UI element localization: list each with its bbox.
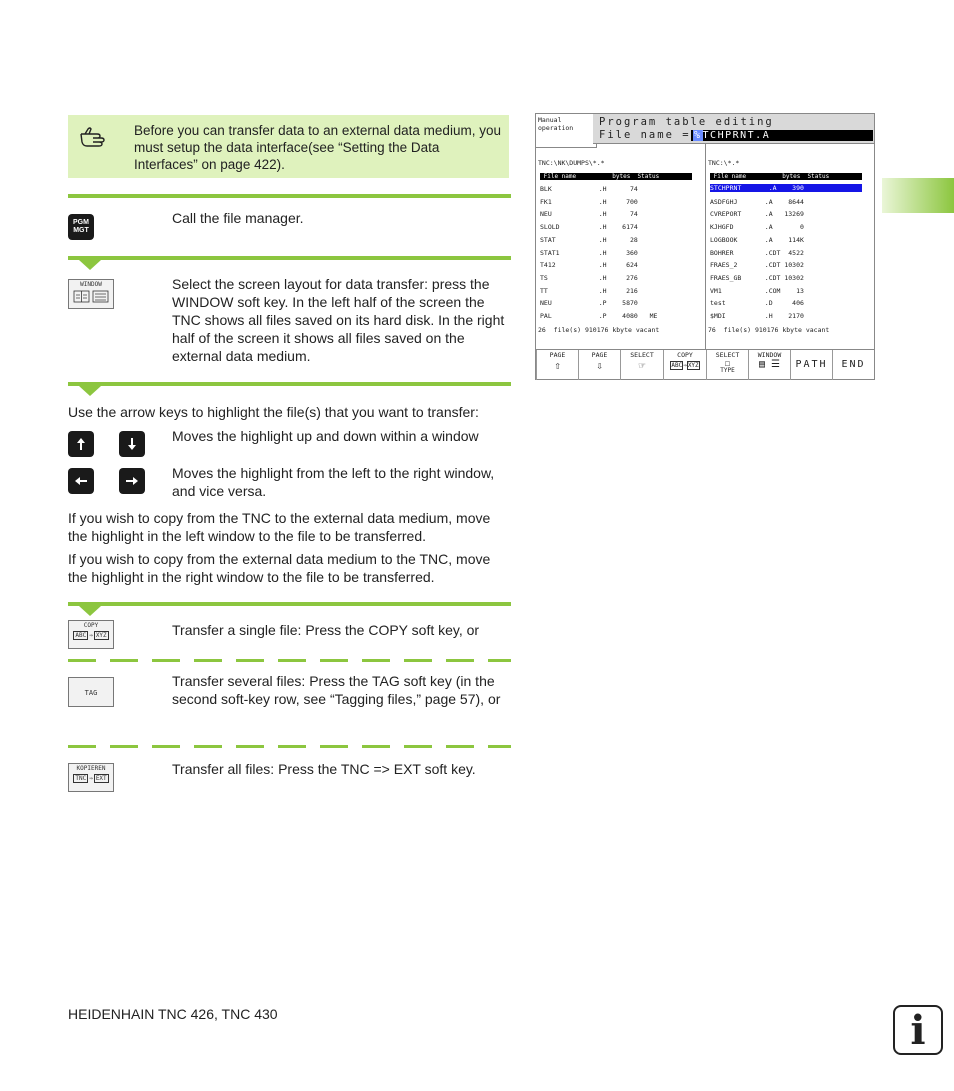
pointing-hand-icon (79, 126, 109, 150)
screen-softkey[interactable] (748, 350, 790, 380)
step-select-layout: Select the screen layout for data transfer: press the WINDOW soft key. In the left half of the screen the TNC shows all files saved on its hard disk. In the right half of the screen it shows all files saved on the external data medium. (172, 276, 505, 364)
note-text: Before you can transfer data to an external data medium, you must setup the data interface(see “Setting the Data Interfaces” on page 422). (134, 123, 501, 172)
screen-softkey[interactable] (578, 350, 620, 380)
dashed-divider (68, 745, 511, 748)
divider-arrow (79, 386, 101, 396)
softkey-label: PAGE (549, 351, 566, 359)
divider (68, 256, 511, 260)
chapter-tab (882, 178, 954, 213)
page-up-icon: ⇧ (554, 359, 561, 372)
softkey-label: SELECT (715, 351, 740, 359)
folder-icon: ☐ (724, 359, 731, 369)
screen-title: Program table editing (599, 116, 774, 128)
transfer-arrow-icon: ⇒ (683, 362, 687, 369)
file-row[interactable]: ASDFGHJ .A 8644 (710, 197, 804, 206)
footer-text: HEIDENHAIN TNC 426, TNC 430 (68, 1006, 278, 1022)
select-icon: ☞ (638, 359, 646, 372)
divider (68, 602, 511, 606)
divider (68, 194, 511, 198)
file-row[interactable]: STAT1 .H 360 (540, 248, 638, 257)
file-row[interactable]: NEU .P 5870 (540, 299, 638, 308)
arrow-left-key[interactable] (68, 468, 94, 494)
copy-from-ext-text: If you wish to copy from the external data medium to the TNC, move the highlight in the right window to the file to be transferred. (68, 551, 491, 585)
transfer-arrow-icon: ⇒ (89, 775, 93, 782)
file-row[interactable]: T412 .H 624 (540, 261, 638, 270)
screen-softkey[interactable] (790, 350, 832, 380)
copy-icon: ABC⇒XYZ (671, 362, 699, 369)
divider-arrow (79, 606, 101, 616)
arrow-left-icon (74, 475, 88, 487)
file-row[interactable]: FRAES_GB .CDT 10302 (710, 273, 804, 282)
file-row[interactable]: FK1 .H 700 (540, 197, 638, 206)
screen-softkey[interactable] (536, 350, 578, 380)
transfer-arrow-icon: ⇒ (89, 632, 93, 639)
copy-softkey[interactable]: COPY ABC ⇒ XYZ (68, 620, 114, 649)
file-row[interactable]: test .D 406 (710, 299, 804, 308)
window-layout-icon (71, 288, 111, 304)
softkey-label: END (841, 359, 866, 370)
tnc-to-ext-softkey[interactable]: KOPIEREN TNC ⇒ EXT (68, 763, 114, 792)
screen-softkey[interactable] (706, 350, 748, 380)
page-down-icon: ⇩ (596, 359, 603, 372)
transfer-single-text: Transfer a single file: Press the COPY soft key, or (172, 622, 480, 638)
tnc-screen (535, 113, 875, 380)
file-row[interactable]: SLOLD .H 6174 (540, 223, 638, 232)
info-icon: i (893, 1005, 943, 1055)
divider-arrow (79, 260, 101, 270)
cursor: % (694, 130, 702, 141)
right-file-window[interactable]: TNC:\*.* File name bytes Status STCHPRNT .A 390 ASDFGHJ .A 8644 CVREPORT .A 13269 KJHGFD .A 0 LOGBOOK .A 114K BOHRER .CDT 4522 FRAES_2 .CDT 10302 FRAES_GB .CDT 10302 VM1 .COM 13 test .D 406 $MDI .H 2170 76 file(s) 910176 kbyte vacant (706, 144, 874, 349)
arrow-up-icon (75, 437, 87, 451)
softkey-label: PATH (795, 359, 828, 370)
select-type-icon: ☐ TYPE (707, 359, 748, 374)
mode-label: Manual operation (536, 114, 597, 148)
dashed-divider (68, 659, 511, 662)
arrow-right-key[interactable] (119, 468, 145, 494)
file-row[interactable]: BOHRER .CDT 4522 (710, 248, 804, 257)
arrow-up-key[interactable] (68, 431, 94, 457)
transfer-all-text: Transfer all files: Press the TNC => EXT soft key. (172, 761, 476, 777)
window-softkey[interactable]: WINDOW (68, 279, 114, 309)
file-row[interactable]: TT .H 216 (540, 286, 638, 295)
note-box (68, 115, 509, 178)
pgm-mgt-key[interactable]: PGM MGT (68, 214, 94, 240)
arrow-down-icon (126, 437, 138, 451)
file-row[interactable]: NEU .H 74 (540, 210, 638, 219)
arrow-right-icon (125, 475, 139, 487)
file-row[interactable]: STAT .H 28 (540, 235, 638, 244)
file-row[interactable]: PAL .P 4080 ME (540, 312, 658, 320)
tag-softkey[interactable]: TAG (68, 677, 114, 707)
arrow-down-key[interactable] (119, 431, 145, 457)
file-name-label: File name = (599, 129, 691, 141)
screen-header (593, 114, 874, 144)
file-row[interactable]: LOGBOOK .A 114K (710, 235, 804, 244)
file-row[interactable]: VM1 .COM 13 (710, 286, 804, 295)
screen-softkey[interactable] (832, 350, 874, 380)
file-row[interactable]: TS .H 276 (540, 273, 638, 282)
softkey-label: WINDOW (757, 351, 782, 359)
step-call-file-manager: Call the file manager. (172, 210, 304, 226)
softkey-label: COPY (677, 351, 693, 359)
file-row[interactable]: CVREPORT .A 13269 (710, 210, 804, 219)
file-row[interactable]: FRAES_2 .CDT 10302 (710, 261, 804, 270)
file-row[interactable]: BLK .H 74 (540, 185, 638, 193)
left-file-window[interactable]: TNC:\NK\DUMPS\*.* File name bytes Status BLK .H 74 FK1 .H 700 NEU .H 74 SLOLD .H 6174 STAT .H 28 STAT1 .H 360 T412 .H 624 TS .H 276 TT .H 216 NEU .P 5870 PAL .P 4080 ME 26 file(s) 910176 kbyte vacant (536, 144, 705, 349)
file-name-input[interactable]: %TCHPRNT.A (691, 130, 873, 141)
highlighted-file[interactable]: STCHPRNT .A 390 (710, 184, 862, 192)
window-layout-icon: ▤ ☰ (758, 359, 780, 370)
softkey-label: SELECT (630, 351, 654, 359)
file-row[interactable]: KJHGFD .A 0 (710, 223, 804, 232)
updown-description: Moves the highlight up and down within a window (172, 428, 479, 444)
screen-softkey[interactable] (620, 350, 663, 380)
divider (68, 382, 511, 386)
transfer-several-text: Transfer several files: Press the TAG soft key (in the second soft-key row, see “Tagging files,” page 57), or (172, 673, 501, 707)
leftright-description: Moves the highlight from the left to the right window, and vice versa. (172, 465, 495, 499)
screen-softkey[interactable] (663, 350, 706, 380)
copy-to-ext-text: If you wish to copy from the TNC to the external data medium, move the highlight in the left window to the file to be transferred. (68, 510, 491, 544)
arrow-intro: Use the arrow keys to highlight the file(s) that you want to transfer: (68, 404, 479, 420)
softkey-label: PAGE (591, 351, 608, 359)
file-row[interactable]: $MDI .H 2170 (710, 312, 804, 320)
